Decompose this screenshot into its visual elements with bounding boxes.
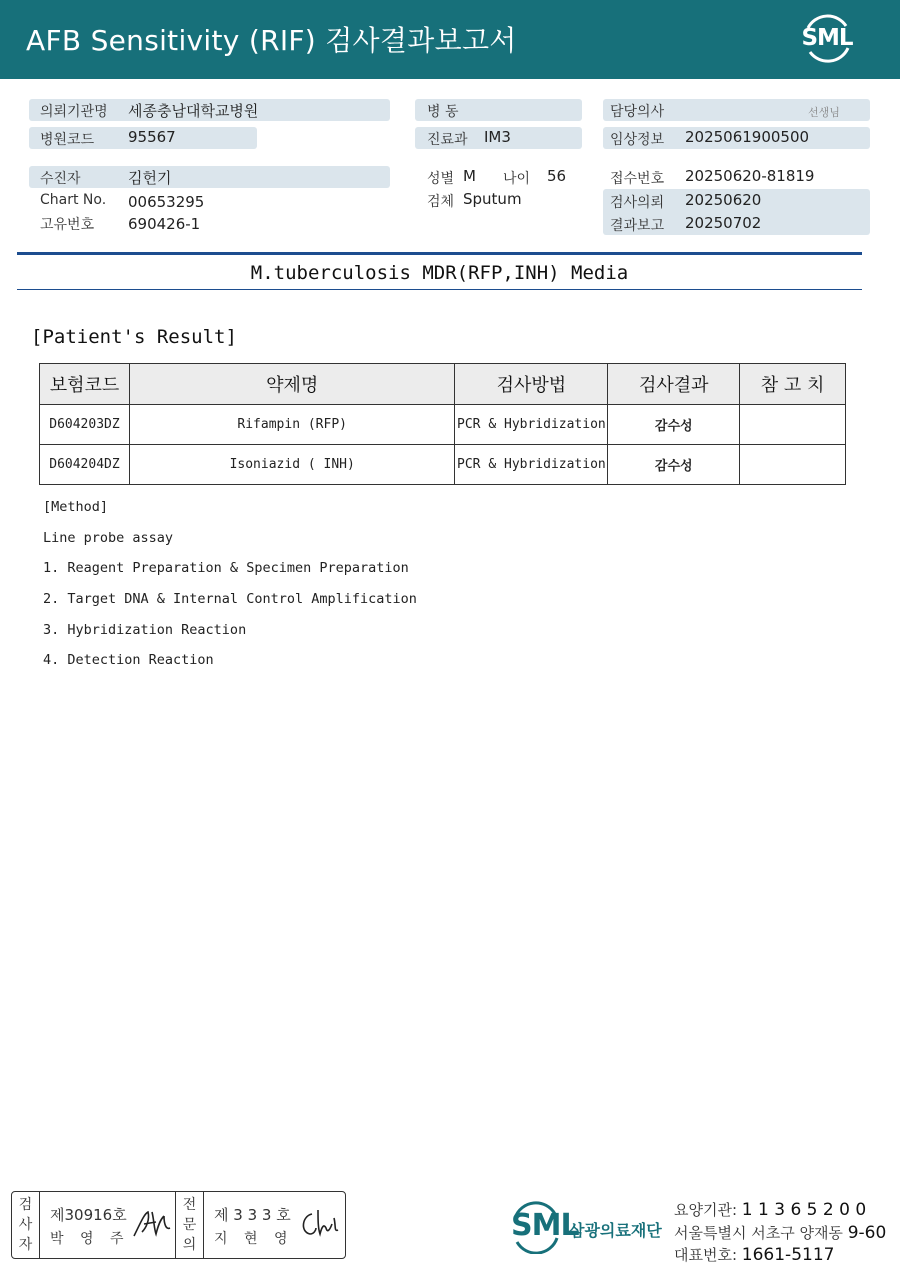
signature-box — [11, 1191, 346, 1259]
clinical-label: 임상정보 — [610, 132, 665, 148]
examiner-label-text: 검사자 — [18, 1197, 33, 1253]
title-rule-top — [17, 252, 862, 255]
patient-label: 수진자 — [40, 171, 81, 187]
age-label: 나이 — [503, 171, 531, 187]
chart-no-value: 00653295 — [128, 193, 205, 211]
institution-label: 의뢰기관명 — [40, 104, 108, 120]
specialist-name: 지 현 영 — [214, 1231, 294, 1247]
method-line: 4. Detection Reaction — [43, 652, 214, 668]
specialist-signature-mark — [296, 1206, 340, 1242]
header-method: 검사방법 — [455, 364, 608, 405]
footer-code — [674, 1199, 866, 1220]
institution-value: 세종충남대학교병원 — [128, 102, 259, 120]
footer-logo-text: SML — [511, 1208, 579, 1243]
hospital-code-value: 95567 — [128, 128, 176, 146]
section-title: [Patient's Result] — [31, 326, 237, 348]
cell-insurance-code: D604203DZ — [40, 405, 130, 445]
report-header — [0, 0, 900, 79]
unique-no-label: 고유번호 — [40, 217, 95, 233]
report-title: M.tuberculosis MDR(RFP,INH) Media — [250, 262, 629, 284]
receipt-label: 접수번호 — [610, 171, 665, 187]
doctor-label: 담당의사 — [610, 104, 665, 120]
specimen-value: Sputum — [463, 190, 522, 208]
clinical-value: 2025061900500 — [685, 128, 810, 146]
result-table — [39, 363, 846, 485]
method-line: 1. Reagent Preparation & Specimen Preparation — [43, 560, 409, 576]
ward-label: 병 동 — [427, 104, 459, 120]
table-header-row — [40, 364, 846, 405]
doctor-suffix: 선생님 — [808, 106, 840, 119]
method-line: 2. Target DNA & Internal Control Amplification — [43, 591, 417, 607]
footer-address-label: 서울특별시 서초구 양재동 — [674, 1224, 843, 1242]
sex-label: 성별 — [427, 171, 455, 187]
footer-code-label: 요양기관: — [674, 1201, 738, 1219]
table-row — [40, 445, 846, 485]
sml-logo-text: SML — [801, 25, 853, 51]
method-line: 3. Hybridization Reaction — [43, 622, 247, 638]
table-row — [40, 405, 846, 445]
cell-reference — [740, 445, 846, 485]
header-result: 검사결과 — [608, 364, 740, 405]
sml-logo — [798, 12, 856, 64]
specimen-label: 검체 — [427, 194, 455, 210]
footer-phone — [674, 1244, 834, 1265]
chart-no-label: Chart No. — [40, 192, 107, 208]
examiner-signature-mark — [130, 1206, 172, 1242]
footer-address-no: 9-60 — [847, 1223, 887, 1243]
report-date-label: 결과보고 — [610, 218, 665, 234]
sex-value: M — [463, 167, 476, 185]
header-drug-name: 약제명 — [129, 364, 455, 405]
header-reference: 참 고 치 — [740, 364, 846, 405]
report-header-title: AFB Sensitivity (RIF) 검사결과보고서 — [26, 24, 517, 57]
unique-no-value: 690426-1 — [128, 215, 201, 233]
cell-result: 감수성 — [608, 405, 740, 445]
footer-phone-value: 1661-5117 — [741, 1245, 835, 1265]
title-rule-bottom — [17, 289, 862, 290]
cell-result: 감수성 — [608, 445, 740, 485]
examiner-label — [12, 1192, 40, 1258]
department-label: 진료과 — [427, 132, 468, 148]
department-value: IM3 — [484, 128, 511, 146]
report-date-value: 20250702 — [685, 214, 762, 232]
examiner-name: 박 영 주 — [50, 1231, 130, 1247]
method-title: [Method] — [43, 499, 109, 515]
cell-insurance-code: D604204DZ — [40, 445, 130, 485]
specialist-label — [176, 1192, 204, 1258]
method-line: Line probe assay — [43, 530, 174, 546]
cell-reference — [740, 405, 846, 445]
patient-value: 김헌기 — [128, 169, 172, 187]
header-insurance-code: 보험코드 — [40, 364, 130, 405]
footer-code-value: 1 1 3 6 5 2 0 0 — [741, 1200, 867, 1220]
cell-method: PCR & Hybridization — [455, 405, 608, 445]
specialist-label-text: 전문의 — [182, 1197, 197, 1253]
request-label: 검사의뢰 — [610, 195, 665, 211]
footer-phone-label: 대표번호: — [674, 1246, 738, 1264]
cell-drug-name: Rifampin (RFP) — [129, 405, 455, 445]
receipt-value: 20250620-81819 — [685, 167, 815, 185]
footer-address — [674, 1222, 886, 1243]
cell-drug-name: Isoniazid ( INH) — [129, 445, 455, 485]
age-value: 56 — [547, 167, 567, 185]
footer-org-name: 삼광의료재단 — [569, 1221, 662, 1240]
examiner-license-no: 제30916호 — [50, 1206, 127, 1224]
hospital-code-label: 병원코드 — [40, 132, 95, 148]
request-value: 20250620 — [685, 191, 762, 209]
patient-row-bg — [29, 166, 390, 188]
cell-method: PCR & Hybridization — [455, 445, 608, 485]
specialist-license-no: 제 3 3 3 호 — [214, 1206, 291, 1224]
